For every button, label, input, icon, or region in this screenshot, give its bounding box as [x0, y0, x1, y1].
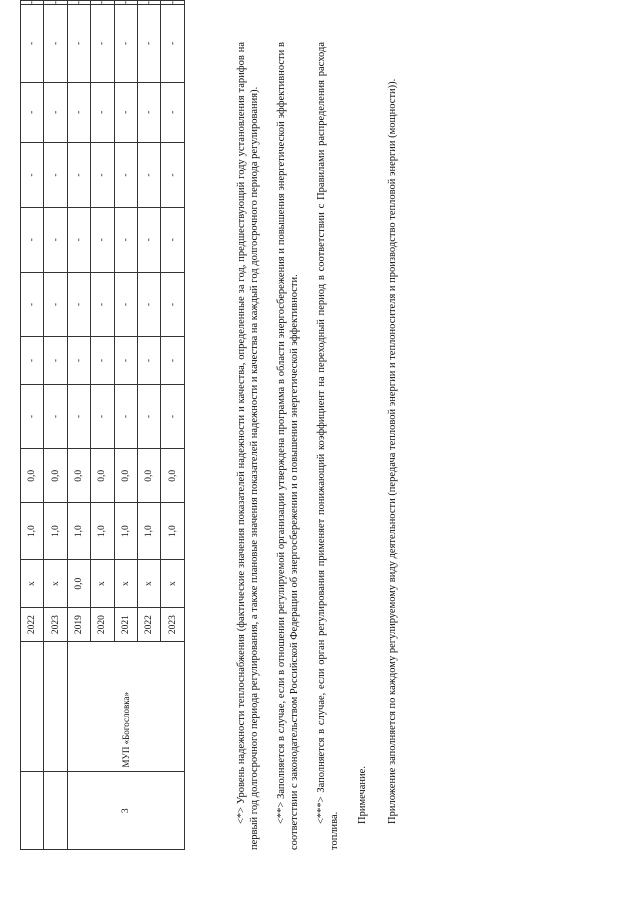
org-name-cell: [44, 642, 67, 772]
organization-name-cell: МУП «Богословка»: [67, 642, 184, 772]
tariff-indicators-table: [20, 0, 185, 850]
value-cell: x: [21, 560, 44, 608]
value-cell: -: [137, 384, 160, 449]
value-cell: x: [114, 560, 137, 608]
value-cell: -: [137, 272, 160, 337]
value-cell: -: [161, 207, 184, 272]
footnote-reliability: <*> Уровень надежности теплоснабжения (фактические значения показателей надежности и качества, определенные за год, предшествующий году установления тарифов на первый год долгосрочного периода регулирования, а также плановые значения показателей надежности и качества на каждый год долгосрочного периода регулирования).: [236, 42, 260, 850]
footnote-reduction-coefficient: <***> Заполняется в случае, если орган регулирования применяет понижающий коэффициент на переходный период в соответствии с Правилами распределения расхода топлива.: [316, 42, 340, 850]
value-cell: -: [44, 82, 67, 143]
year-cell: 2019: [67, 608, 90, 642]
value-cell: -: [114, 143, 137, 208]
value-cell: 1,0: [44, 503, 67, 560]
value-cell: -: [161, 82, 184, 143]
value-cell: -: [114, 5, 137, 82]
value-cell: -: [161, 337, 184, 384]
value-cell: x: [137, 560, 160, 608]
num-cell: [44, 772, 67, 850]
value-cell: -: [21, 272, 44, 337]
value-cell: -: [114, 82, 137, 143]
value-cell: -: [67, 272, 90, 337]
value-cell: -: [21, 337, 44, 384]
value-cell: -: [67, 337, 90, 384]
value-cell: -: [44, 384, 67, 449]
remark-title: Примечание.: [356, 766, 368, 824]
value-cell: -: [137, 143, 160, 208]
value-cell: 0,0: [137, 449, 160, 503]
value-cell: -: [67, 82, 90, 143]
table-row: [67, 1, 90, 850]
value-cell: -: [67, 5, 90, 82]
value-cell: 0,0: [67, 449, 90, 503]
value-cell: -: [137, 5, 160, 82]
value-cell: 1,0: [161, 503, 184, 560]
value-cell: 1,0: [114, 503, 137, 560]
table-body: [21, 1, 185, 850]
row-number-cell: 3: [67, 772, 184, 850]
value-cell: -: [91, 143, 114, 208]
year-cell: 2020: [91, 608, 114, 642]
year-cell: 2022: [21, 608, 44, 642]
value-cell: -: [137, 1, 160, 5]
value-cell: -: [44, 337, 67, 384]
value-cell: -: [91, 82, 114, 143]
value-cell: -: [161, 1, 184, 5]
value-cell: x: [161, 560, 184, 608]
value-cell: x: [91, 560, 114, 608]
year-cell: 2023: [44, 608, 67, 642]
value-cell: -: [114, 337, 137, 384]
value-cell: -: [114, 272, 137, 337]
year-cell: 2021: [114, 608, 137, 642]
value-cell: -: [137, 337, 160, 384]
value-cell: -: [91, 1, 114, 5]
footnotes: [236, 42, 415, 850]
num-cell: [21, 772, 44, 850]
value-cell: 0,0: [67, 560, 90, 608]
value-cell: -: [44, 143, 67, 208]
value-cell: 0,0: [44, 449, 67, 503]
value-cell: -: [21, 384, 44, 449]
remark-text: Приложение заполняется по каждому регулируемому виду деятельности (передача тепловой энергии и теплоносителя и производство тепловой энергии (мощности)).: [387, 78, 399, 824]
value-cell: -: [114, 207, 137, 272]
value-cell: 1,0: [67, 503, 90, 560]
value-cell: -: [67, 143, 90, 208]
value-cell: -: [44, 1, 67, 5]
org-name-cell: [21, 642, 44, 772]
value-cell: -: [67, 384, 90, 449]
value-cell: -: [137, 207, 160, 272]
value-cell: -: [67, 1, 90, 5]
value-cell: -: [67, 207, 90, 272]
table-row: [44, 1, 67, 850]
value-cell: -: [21, 82, 44, 143]
value-cell: -: [161, 384, 184, 449]
value-cell: -: [91, 272, 114, 337]
value-cell: 1,0: [21, 503, 44, 560]
value-cell: -: [114, 384, 137, 449]
value-cell: -: [21, 1, 44, 5]
value-cell: -: [91, 5, 114, 82]
value-cell: -: [91, 207, 114, 272]
footnote-energy-saving: <**> Заполняется в случае, если в отношении регулируемой организации утверждена программа в области энергосбережения и повышения энергетической эффективности в соответствии с законодательством Российской Федерации об энергосбережении и о повышении энергетической эффективности.: [276, 42, 300, 850]
value-cell: 0,0: [21, 449, 44, 503]
table-row: [21, 1, 44, 850]
value-cell: -: [137, 82, 160, 143]
value-cell: -: [21, 143, 44, 208]
value-cell: -: [21, 207, 44, 272]
value-cell: -: [44, 5, 67, 82]
value-cell: 0,0: [91, 449, 114, 503]
value-cell: -: [21, 5, 44, 82]
value-cell: -: [161, 143, 184, 208]
value-cell: -: [161, 272, 184, 337]
year-cell: 2022: [137, 608, 160, 642]
value-cell: 0,0: [161, 449, 184, 503]
value-cell: x: [44, 560, 67, 608]
value-cell: -: [91, 384, 114, 449]
value-cell: 0,0: [114, 449, 137, 503]
value-cell: -: [161, 5, 184, 82]
value-cell: -: [91, 337, 114, 384]
value-cell: -: [44, 207, 67, 272]
value-cell: -: [114, 1, 137, 5]
value-cell: 1,0: [137, 503, 160, 560]
value-cell: -: [44, 272, 67, 337]
year-cell: 2023: [161, 608, 184, 642]
value-cell: 1,0: [91, 503, 114, 560]
